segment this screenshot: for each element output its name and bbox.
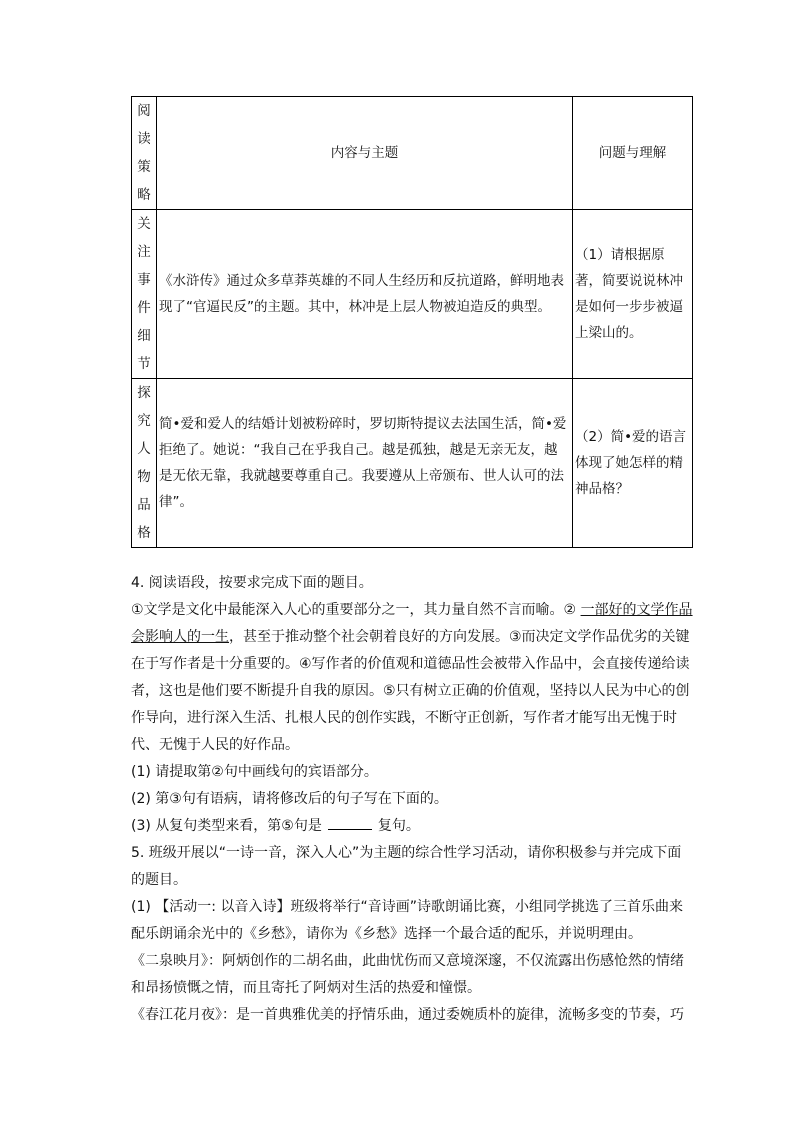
question-4-title: 4. 阅读语段，按要求完成下面的题目。	[131, 575, 373, 591]
question-header-cell: 问题与理解	[573, 97, 693, 210]
answer-blank[interactable]	[328, 815, 372, 830]
table-header-row	[132, 97, 693, 210]
question-4-sub3: (3) 从复句类型来看，第⑤句是 复句。	[131, 813, 694, 840]
question-4-passage: ①文学是文化中最能深入人心的重要部分之一，其力量自然不言而喻。② 一部好的文学作品会影响人的一生，甚至于推动整个社会朝着良好的方向发展。③而决定文学作品优劣的关键在于写作者是十分重要的。④写作者的价值观和道德品性会被带入作品中，会直接传递给读者，这也是他们要不断提升自我的原因。⑤只有树立正确的价值观，坚持以人民为中心的创作导向，进行深入生活、扎根人民的创作实践，不断守正创新，写作者才能写出无愧于时代、无愧于人民的好作品。	[131, 602, 693, 753]
question-5-title: 5. 班级开展以“一诗一音，深入人心”为主题的综合性学习活动，请你积极参与并完成下面的题目。	[131, 845, 682, 888]
question-4-sub1: (1) 请提取第②句中画线句的宾语部分。	[131, 764, 378, 780]
strategy-cell: 探 究 人 物 品 格	[132, 379, 157, 548]
strategy-header-cell: 阅 读 策 略	[132, 97, 157, 210]
table-row	[132, 379, 693, 548]
content-header-cell: 内容与主题	[157, 97, 573, 210]
content-cell: 《水浒传》通过众多草莽英雄的不同人生经历和反抗道路，鲜明地表现了“官逼民反”的主题。其中，林冲是上层人物被迫造反的典型。	[157, 210, 573, 379]
reading-strategy-table	[131, 96, 693, 548]
questions-section	[131, 570, 694, 1029]
table-row	[132, 210, 693, 379]
question-4-sub2: (2) 第③句有语病，请将修改后的句子写在下面的。	[131, 791, 448, 807]
question-cell: （2）简•爱的语言体现了她怎样的精神品格？	[573, 379, 693, 548]
music-option-chunjiang: 《春江花月夜》：是一首典雅优美的抒情乐曲，通过委婉质朴的旋律，流畅多变的节奏，巧	[131, 1007, 684, 1023]
content-cell: 简•爱和爱人的结婚计划被粉碎时，罗切斯特提议去法国生活，简•爱拒绝了。她说：“我自己在乎我自己。越是孤独，越是无亲无友，越是无依无靠，我就越要尊重自己。我要遵从上帝颁布、世人认可的法律”。	[157, 379, 573, 548]
strategy-cell: 关 注 事 件 细 节	[132, 210, 157, 379]
question-5-sub1: (1) 【活动一: 以音入诗】班级将举行“音诗画”诗歌朗诵比赛，小组同学挑选了三首乐曲来配乐朗诵余光中的《乡愁》，请你为《乡愁》选择一个最合适的配乐，并说明理由。	[131, 899, 683, 942]
question-cell: （1）请根据原著，简要说说林冲是如何一步步被逼上梁山的。	[573, 210, 693, 379]
music-option-erquan: 《二泉映月》：阿炳创作的二胡名曲，此曲忧伤而又意境深邃，不仅流露出伤感怆然的情绪和昂扬愤慨之情，而且寄托了阿炳对生活的热爱和憧憬。	[131, 953, 684, 996]
underlined-sentence: 一部好的文学作品会影响人的一生	[131, 602, 693, 645]
